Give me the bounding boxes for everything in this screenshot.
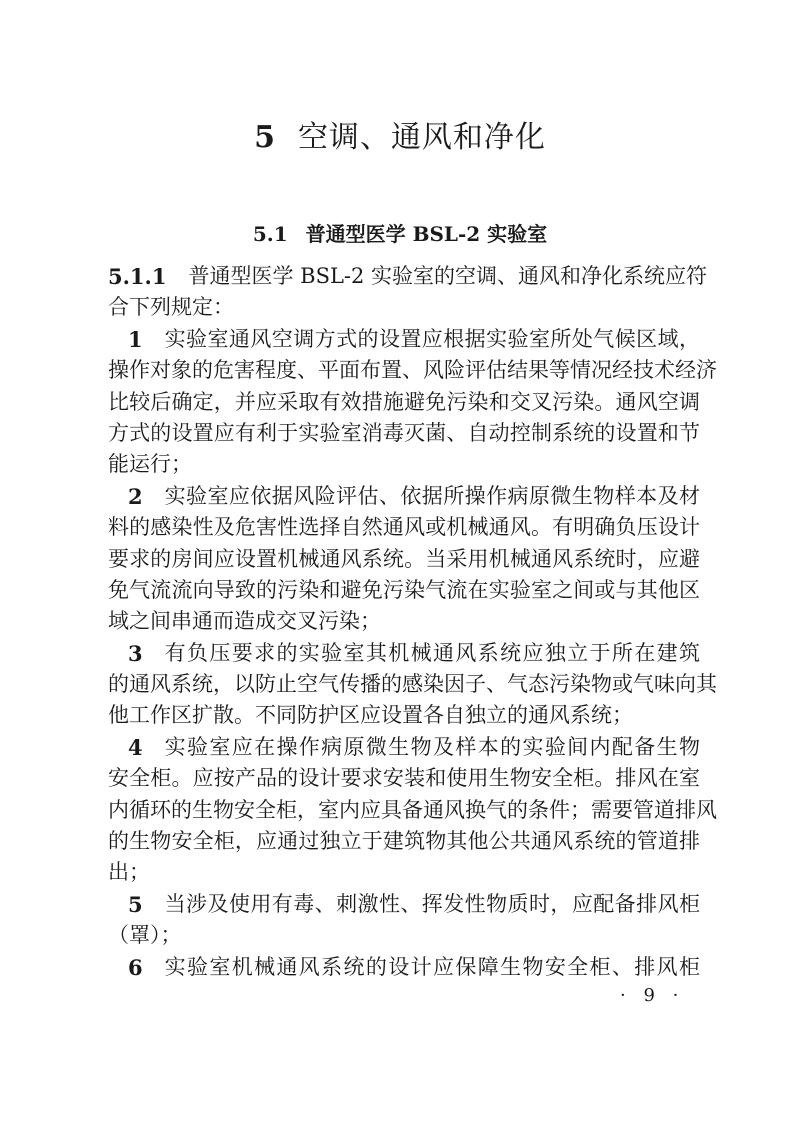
line-text: 安全柜。应按产品的设计要求安装和使用生物安全柜。排风在室 — [108, 766, 700, 791]
line-text: 方式的设置应有利于实验室消毒灭菌、自动控制系统的设置和节 — [108, 420, 700, 445]
chapter-number: 5 — [254, 120, 276, 155]
text-line — [108, 795, 717, 826]
line-text: 料的感染性及危害性选择自然通风或机械通风。有明确负压设计 — [108, 515, 700, 540]
section-heading — [0, 218, 800, 247]
text-line — [108, 324, 700, 355]
section-number: 5.1 — [252, 222, 288, 246]
clause-number: 1 — [128, 326, 143, 352]
text-line — [108, 261, 708, 292]
line-text: 当涉及使用有毒、刺激性、挥发性物质时，应配备排风柜 — [164, 891, 700, 916]
line-text: 实验室应依据风险评估、依据所操作病原微生物样本及材 — [164, 483, 700, 508]
line-text: 出； — [108, 860, 150, 885]
text-line — [108, 481, 700, 512]
clause-number: 4 — [128, 734, 143, 760]
line-text: 有负压要求的实验室其机械通风系统应独立于所在建筑 — [164, 640, 700, 665]
clause-number: 3 — [128, 640, 143, 666]
line-text: 的通风系统，以防止空气传播的感染因子、气态污染物或气味向其 — [108, 672, 717, 697]
text-line — [108, 952, 700, 983]
line-text: 实验室机械通风系统的设计应保障生物安全柜、排风柜 — [164, 954, 700, 979]
page-number: · 9 · — [620, 985, 685, 1006]
clause-number: 5 — [128, 891, 143, 917]
clause-number: 2 — [128, 483, 143, 509]
text-line — [108, 512, 700, 543]
line-text: （罩）； — [108, 923, 182, 948]
line-text: 能运行； — [108, 452, 192, 477]
text-line — [108, 889, 700, 920]
clause-number: 5.1.1 — [108, 264, 167, 289]
text-line — [108, 418, 700, 449]
line-text: 实验室应在操作病原微生物及样本的实验间内配备生物 — [164, 734, 700, 759]
line-text: 免气流流向导致的污染和避免污染气流在实验室之间或与其他区 — [108, 577, 700, 602]
text-line — [108, 920, 700, 951]
body-text — [108, 261, 717, 983]
line-text: 内循环的生物安全柜，室内应具备通风换气的条件；需要管道排风 — [108, 797, 717, 822]
line-text: 他工作区扩散。不同防护区应设置各自独立的通风系统； — [108, 703, 633, 728]
text-line — [108, 857, 700, 888]
chapter-title — [0, 112, 800, 156]
text-line — [108, 669, 717, 700]
line-text: 合下列规定： — [108, 295, 234, 320]
text-line — [108, 826, 700, 857]
text-line — [108, 732, 700, 763]
chapter-title-text: 空调、通风和净化 — [297, 120, 546, 155]
text-line — [108, 449, 700, 480]
line-text: 普通型医学 BSL-2 实验室的空调、通风和净化系统应符 — [188, 264, 708, 288]
text-line — [108, 606, 700, 637]
text-line — [108, 292, 700, 323]
line-text: 要求的房间应设置机械通风系统。当采用机械通风系统时，应避 — [108, 546, 700, 571]
line-text: 比较后确定，并应采取有效措施避免污染和交叉污染。通风空调 — [108, 389, 700, 414]
section-title-text: 普通型医学 BSL-2 实验室 — [305, 222, 548, 246]
text-line — [108, 763, 700, 794]
text-line — [108, 544, 700, 575]
line-text: 的生物安全柜，应通过独立于建筑物其他公共通风系统的管道排 — [108, 829, 700, 854]
text-line — [108, 355, 717, 386]
text-line — [108, 387, 700, 418]
clause-number: 6 — [128, 954, 143, 980]
text-line — [108, 700, 700, 731]
text-line — [108, 638, 700, 669]
line-text: 域之间串通而造成交叉污染； — [108, 609, 381, 634]
line-text: 实验室通风空调方式的设置应根据实验室所处气候区域， — [164, 326, 700, 351]
text-line — [108, 575, 700, 606]
line-text: 操作对象的危害程度、平面布置、风险评估结果等情况经技术经济 — [108, 358, 717, 383]
